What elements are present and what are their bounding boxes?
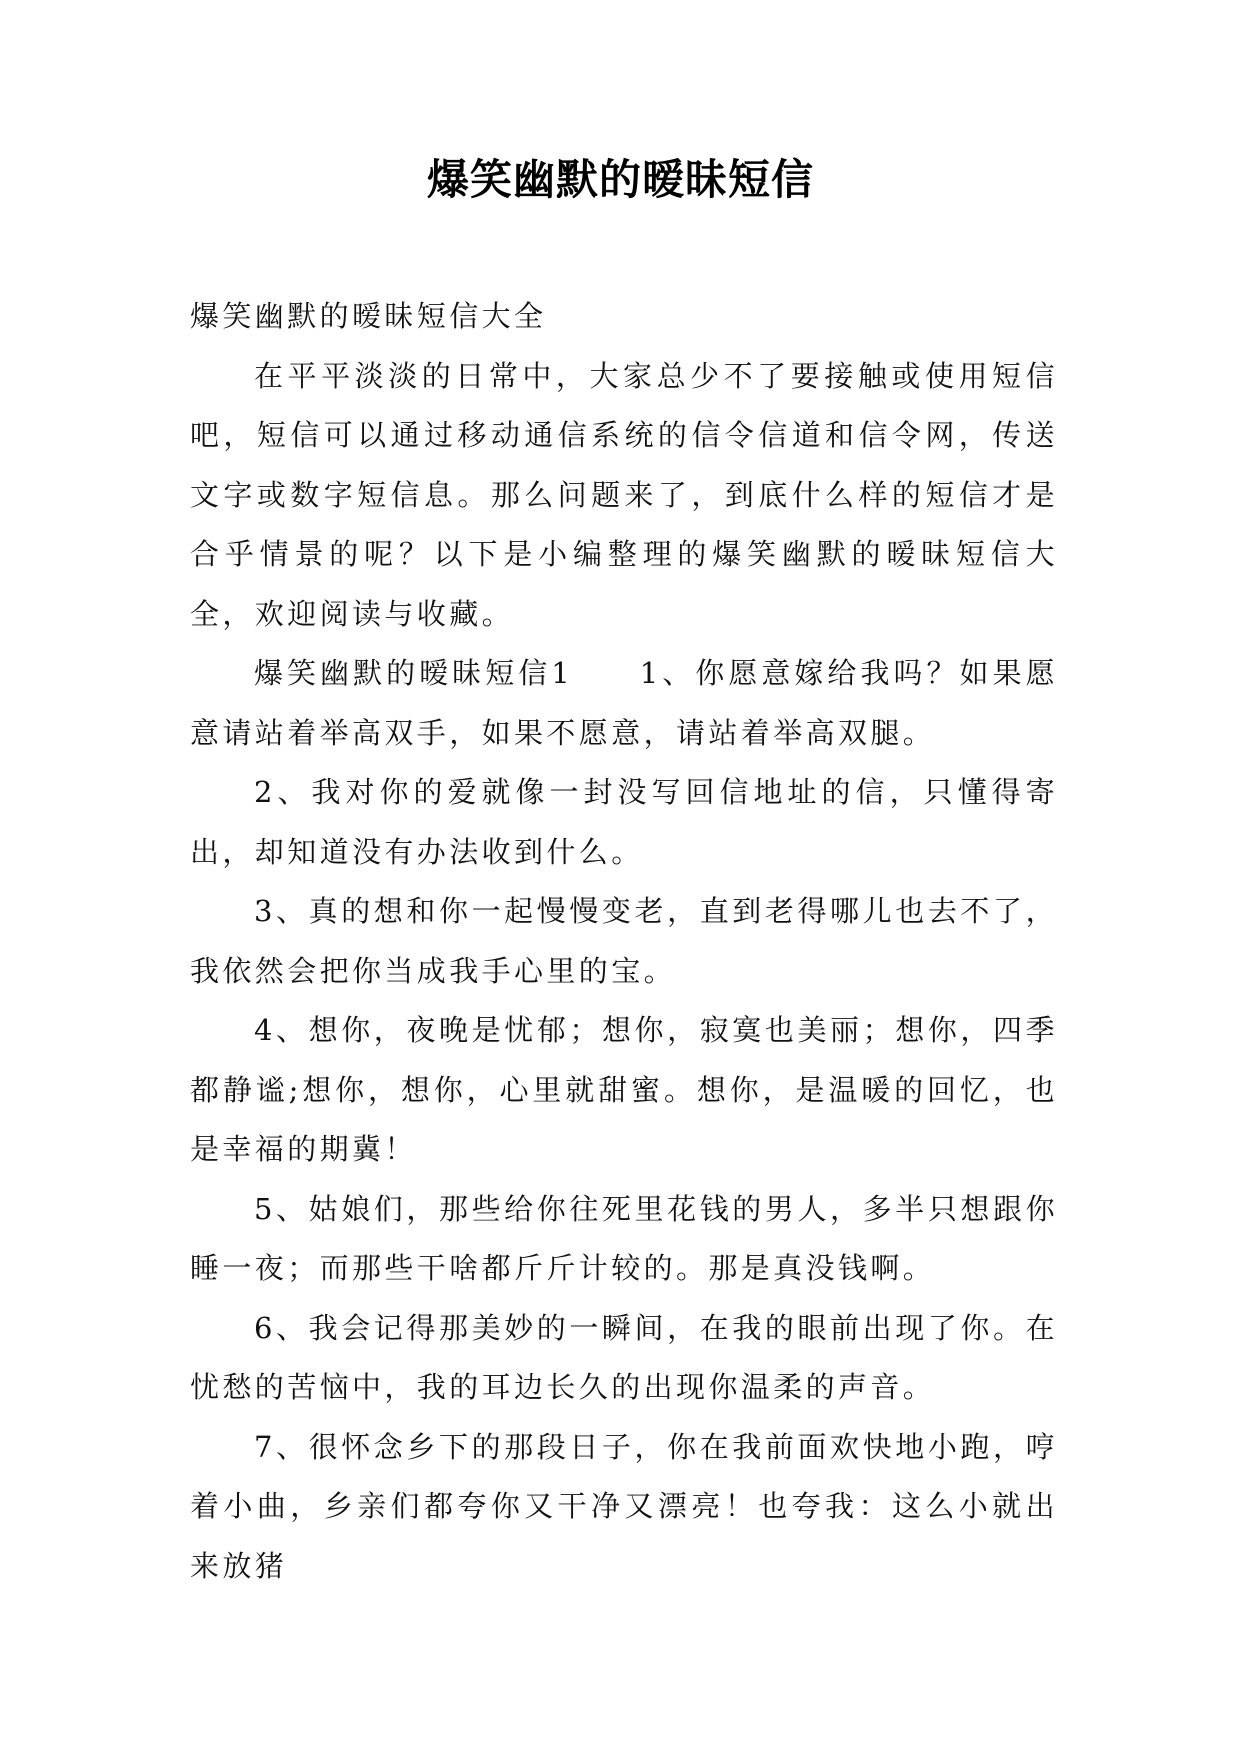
message-paragraph-1: 爆笑幽默的暧昧短信1 1、你愿意嫁给我吗？如果愿意请站着举高双手，如果不愿意，请站着举高双腿。 bbox=[190, 656, 1058, 750]
message-paragraph-5: 5、姑娘们，那些给你往死里花钱的男人，多半只想跟你睡一夜；而那些干啥都斤斤计较的。那是真没钱啊。 bbox=[190, 1191, 1058, 1285]
document-title: 爆笑幽默的暧昧短信 bbox=[426, 155, 814, 204]
message-paragraph-7: 7、很怀念乡下的那段日子，你在我前面欢快地小跑，哼着小曲，乡亲们都夸你又干净又漂亮！也夸我：这么小就出来放猪 bbox=[190, 1429, 1058, 1583]
message-paragraph-4: 4、想你，夜晚是忧郁；想你，寂寞也美丽；想你，四季都静谧;想你，想你，心里就甜蜜。想你，是温暖的回忆，也是幸福的期冀！ bbox=[190, 1013, 1058, 1166]
subtitle-paragraph: 爆笑幽默的暧昧短信大全 bbox=[190, 299, 547, 333]
message-paragraph-3: 3、真的想和你一起慢慢变老，直到老得哪儿也去不了，我依然会把你当成我手心里的宝。 bbox=[190, 894, 1058, 988]
message-paragraph-6: 6、我会记得那美妙的一瞬间，在我的眼前出现了你。在忧愁的苦恼中，我的耳边长久的出现你温柔的声音。 bbox=[190, 1310, 1058, 1404]
intro-paragraph: 在平平淡淡的日常中，大家总少不了要接触或使用短信吧，短信可以通过移动通信系统的信令信道和信令网，传送文字或数字短信息。那么问题来了，到底什么样的短信才是合乎情景的呢？以下是小编整理的爆笑幽默的暧昧短信大全，欢迎阅读与收藏。 bbox=[190, 358, 1058, 631]
document-body bbox=[190, 287, 1058, 1596]
message-paragraph-2: 2、我对你的爱就像一封没写回信地址的信，只懂得寄出，却知道没有办法收到什么。 bbox=[190, 775, 1058, 869]
